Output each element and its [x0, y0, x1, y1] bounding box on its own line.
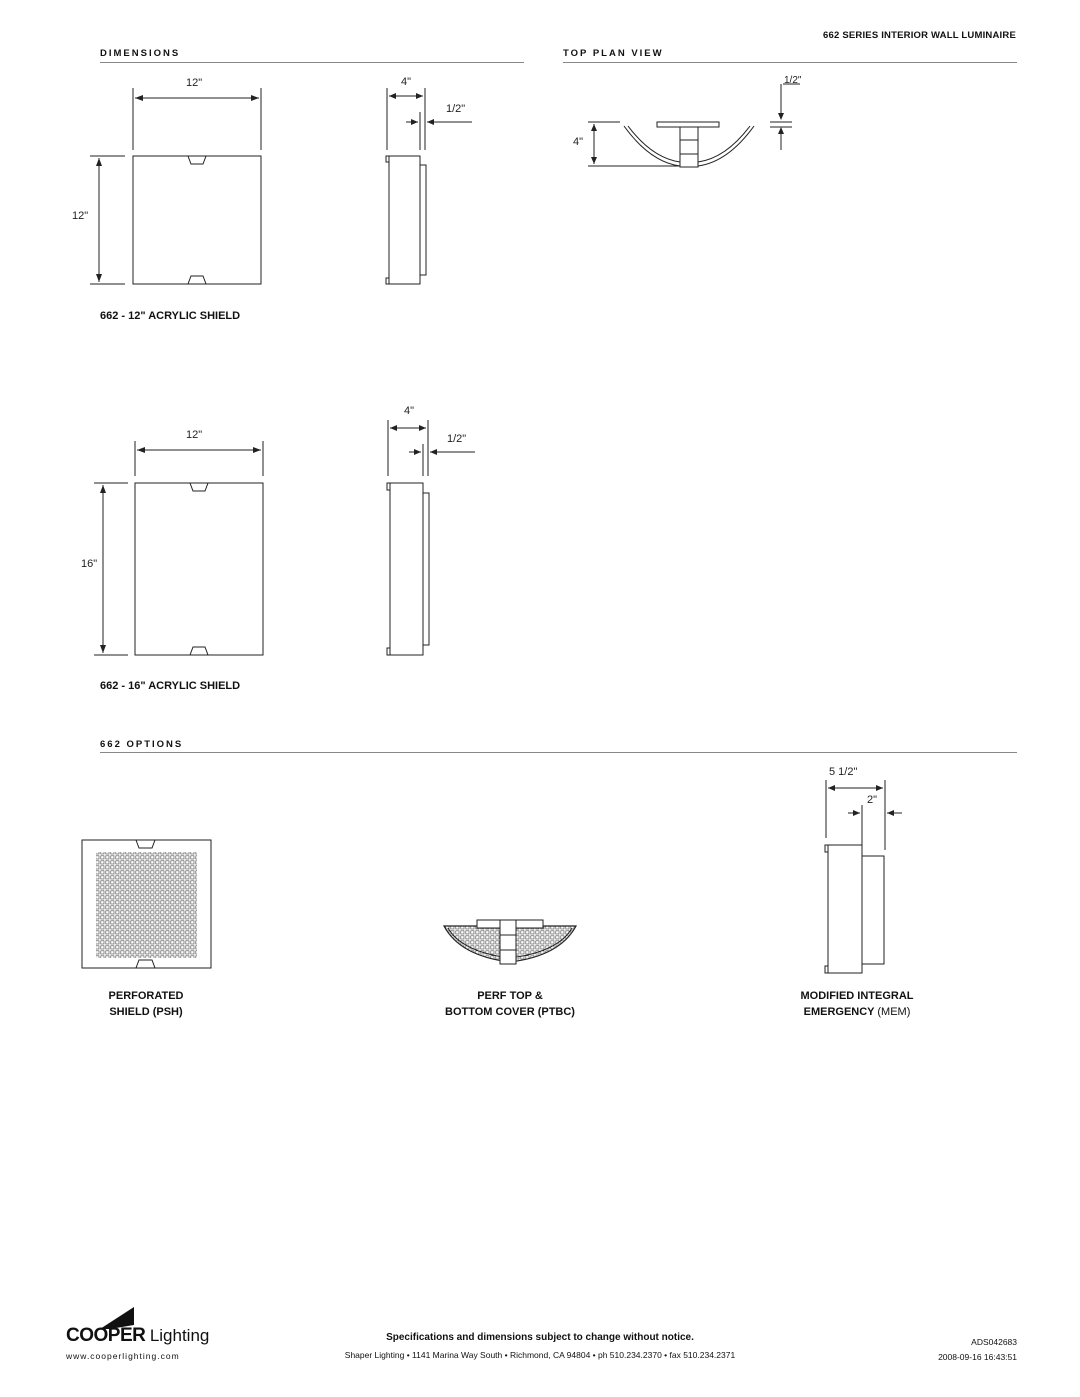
fixture-16-depth-label: 4" — [404, 405, 415, 417]
top-plan-offset-label: 1/2" — [784, 75, 802, 86]
mem-side-bottom-lip — [825, 966, 836, 973]
ptbc-caption — [420, 988, 600, 1020]
mem-caption-line2-normal: (MEM) — [877, 1006, 911, 1018]
document-id: ADS042683 — [971, 1337, 1017, 1347]
mem-depth-arrow-left — [828, 785, 835, 791]
mem-side-top-lip — [825, 845, 836, 852]
fixture-12-depth-label: 4" — [401, 76, 412, 88]
fixture-12-height-label: 12" — [72, 210, 89, 222]
footer-disclaimer: Specifications and dimensions subject to change without notice. — [386, 1332, 694, 1343]
mem-caption — [772, 988, 942, 1020]
mem-side-body — [828, 845, 862, 973]
psh-bottom-bracket — [136, 960, 155, 968]
section-label-options: 662 OPTIONS — [100, 739, 184, 750]
mem-offset-label: 2" — [867, 794, 878, 806]
mem-depth-label: 5 1/2" — [829, 766, 858, 778]
psh-caption-line2: SHIELD (PSH) — [109, 1006, 183, 1018]
fixture-16-caption: 662 - 16" ACRYLIC SHIELD — [100, 680, 241, 692]
mem-side-shield — [862, 856, 884, 964]
fixture-12-caption: 662 - 12" ACRYLIC SHIELD — [100, 310, 241, 322]
fixture-12-offset-label: 1/2" — [446, 103, 466, 115]
mem-depth-arrow-right — [876, 785, 883, 791]
brand-name: COOPER — [66, 1325, 146, 1346]
brand-url: www.cooperlighting.com — [66, 1351, 180, 1361]
document-timestamp: 2008-09-16 16:43:51 — [938, 1352, 1017, 1362]
ptbc-mount-block — [500, 920, 516, 964]
section-label-dimensions: DIMENSIONS — [100, 48, 181, 59]
mem-caption-line1: MODIFIED INTEGRAL — [800, 990, 914, 1002]
document-header-title: 662 SERIES INTERIOR WALL LUMINAIRE — [823, 30, 1016, 41]
footer-address: Shaper Lighting • 1141 Marina Way South • Richmond, CA 94804 • ph 510.234.2370 • fax 510.234.2371 — [344, 1350, 736, 1360]
top-plan-depth-label: 4" — [573, 136, 584, 148]
psh-caption-line1: PERFORATED — [108, 990, 184, 1002]
ptbc-caption-line1: PERF TOP & — [477, 990, 543, 1002]
mem-caption-line2-bold: EMERGENCY — [803, 1006, 875, 1018]
psh-caption — [76, 988, 216, 1020]
ptbc-caption-line2: BOTTOM COVER (PTBC) — [445, 1006, 575, 1018]
fixture-16-width-label: 12" — [186, 429, 203, 441]
psh-perforation-grid — [96, 852, 197, 958]
brand-suffix: Lighting — [149, 1326, 210, 1345]
mem-offset-arrow-right — [887, 810, 894, 816]
fixture-16-offset-label: 1/2" — [447, 433, 467, 445]
mem-caption-line2 — [772, 1004, 942, 1020]
mem-offset-arrow-left — [853, 810, 860, 816]
fixture-12-width-label: 12" — [186, 77, 203, 89]
fixture-16-height-label: 16" — [81, 558, 98, 570]
section-label-top-plan-view: TOP PLAN VIEW — [563, 48, 664, 59]
psh-top-bracket — [136, 840, 155, 848]
